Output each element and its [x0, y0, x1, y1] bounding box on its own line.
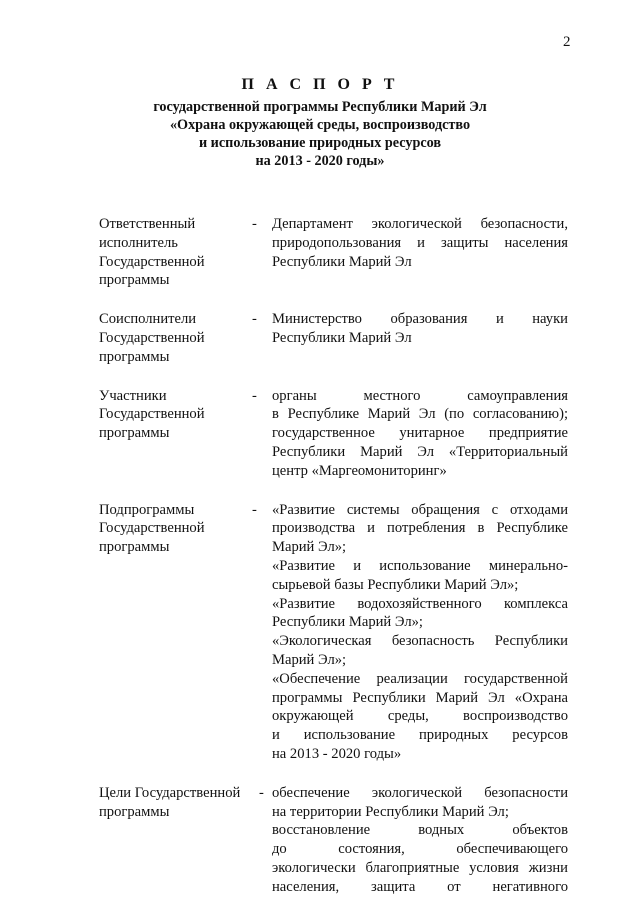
row-label — [99, 501, 252, 557]
label-line: Государственной — [99, 520, 205, 537]
label-line: программы — [99, 425, 170, 442]
value-line: сырьевой базы Республики Марий Эл»; — [272, 576, 519, 593]
value-line: до состояния, обеспечивающего — [272, 841, 568, 858]
value-line: «Развитие системы обращения с отходами — [272, 501, 568, 518]
value-line: Марий Эл»; — [272, 539, 347, 556]
value-line: «Развитие водохозяйственного комплекса — [272, 595, 568, 612]
label-line: Государственной — [99, 329, 205, 346]
row-subprograms — [99, 501, 568, 764]
label-line: исполнитель — [99, 234, 178, 251]
label-line: программы — [99, 272, 170, 289]
value-line: восстановление водных объектов — [272, 822, 568, 839]
value-line: «Развитие и использование минерально- — [272, 557, 568, 574]
document-subtitle — [0, 98, 640, 170]
page-number: 2 — [563, 34, 571, 50]
subtitle-line: «Охрана окружающей среды, воспроизводство — [169, 117, 471, 133]
value-line: населения, защита от негативного — [272, 878, 568, 895]
label-line: Государственной — [99, 406, 205, 423]
value-line: на 2013 - 2020 годы» — [272, 745, 402, 762]
value-line: «Экологическая безопасность Республики — [272, 633, 568, 650]
row-value — [272, 387, 568, 481]
label-line: Государственной — [99, 253, 205, 270]
row-dash: - — [252, 501, 257, 518]
row-label — [99, 215, 252, 290]
row-value — [272, 215, 568, 271]
value-line: и использование природных ресурсов — [272, 727, 568, 744]
value-line: в Республике Марий Эл (по согласованию); — [272, 406, 568, 423]
document-title: П А С П О Р Т — [241, 76, 399, 93]
label-line: программы — [99, 348, 170, 365]
row-participants — [99, 387, 568, 481]
value-line: Марий Эл»; — [272, 651, 347, 668]
value-line: производства и потребления в Республике — [272, 520, 568, 537]
label-line: программы — [99, 539, 170, 556]
row-dash: - — [252, 387, 257, 404]
value-line: Республики Марий Эл — [272, 253, 412, 270]
value-line: Департамент экологической безопасности, — [272, 216, 568, 232]
row-value — [272, 501, 568, 764]
value-line: Министерство образования и науки — [272, 311, 568, 328]
label-line: Участники — [99, 387, 167, 404]
row-dash: - — [252, 216, 257, 232]
value-line: обеспечение экологической безопасности — [272, 784, 568, 801]
value-line: Республики Марий Эл — [272, 329, 412, 346]
label-line: Соисполнители — [99, 311, 197, 328]
row-label — [99, 310, 252, 366]
row-dash: - — [252, 311, 257, 328]
value-line: природопользования и защиты населения — [272, 234, 568, 251]
value-line: программы Республики Марий Эл «Охрана — [272, 689, 568, 706]
row-dash: - — [259, 784, 264, 801]
row-responsible-executor — [99, 215, 568, 290]
row-co-executors — [99, 310, 568, 366]
value-line: на территории Республики Марий Эл; — [272, 803, 509, 820]
value-line: органы местного самоуправления — [272, 387, 568, 404]
label-line: Цели Государственной — [99, 784, 241, 801]
value-line: центр «Маргеомониторинг» — [272, 462, 447, 479]
value-line: Республики Марий Эл»; — [272, 614, 423, 631]
subtitle-line: на 2013 - 2020 годы» — [255, 153, 385, 169]
label-line: Ответственный — [99, 216, 196, 232]
value-line: государственное унитарное предприятие — [272, 425, 568, 442]
row-label — [99, 784, 259, 822]
label-line: Подпрограммы — [99, 501, 195, 518]
row-value — [272, 310, 568, 348]
value-line: окружающей среды, воспроизводство — [272, 708, 568, 725]
subtitle-line: государственной программы Республики Марий Эл — [153, 99, 487, 115]
subtitle-line: и использование природных ресурсов — [198, 135, 442, 151]
value-line: «Обеспечение реализации государственной — [272, 670, 568, 687]
row-value — [272, 784, 568, 897]
row-label — [99, 387, 252, 443]
value-line: экологически благоприятные условия жизни — [272, 859, 568, 876]
label-line: программы — [99, 803, 170, 820]
passport-table — [99, 215, 568, 917]
value-line: Республики Марий Эл «Территориальный — [272, 443, 568, 460]
row-program-goals — [99, 784, 568, 897]
